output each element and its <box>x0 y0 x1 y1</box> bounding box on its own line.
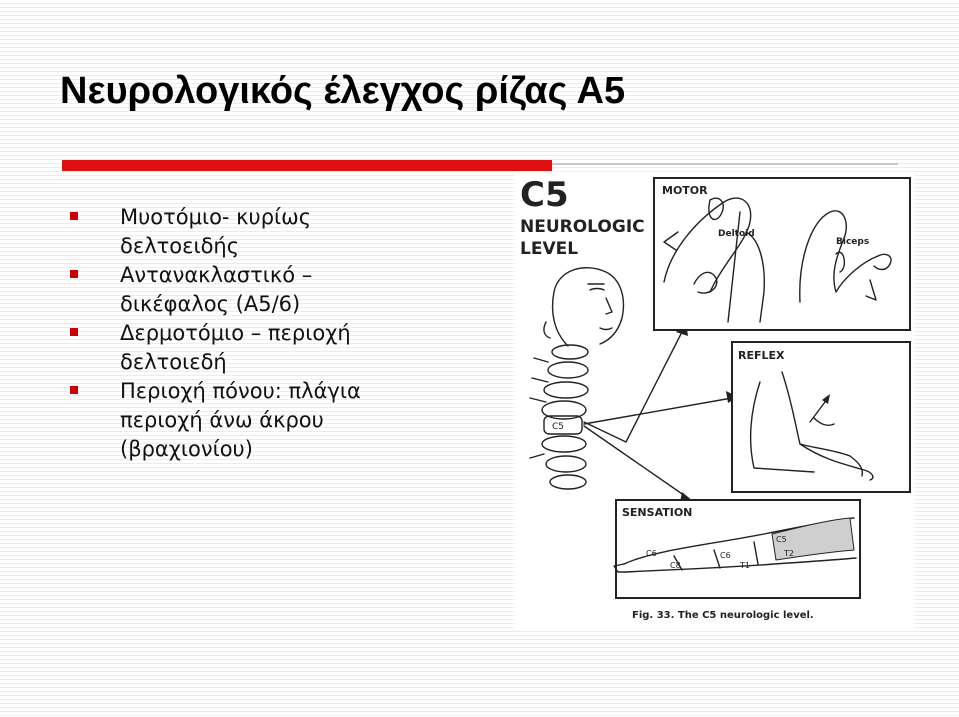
bullet-pain-area <box>68 377 488 464</box>
bullet-list <box>68 203 488 464</box>
head-spine-illustration <box>530 268 623 489</box>
figure-svg <box>514 172 914 628</box>
bullet-line: Μυοτόμιο- κυρίως <box>120 205 312 229</box>
figure-root-label: C5 <box>520 175 569 215</box>
bullet-myotome <box>68 203 488 261</box>
deltoid-label: Deltoid <box>718 229 755 239</box>
square-bullet-icon <box>70 212 78 220</box>
figure-heading-line2: LEVEL <box>520 239 579 259</box>
biceps-label: Biceps <box>836 237 870 247</box>
vertebra-c5-label: C5 <box>552 422 565 432</box>
bullet-line: περιοχή άνω άκρου <box>120 408 324 432</box>
dermatome-c6-label: C6 <box>646 549 657 558</box>
bullet-line: Αντανακλαστικό – <box>120 263 313 287</box>
vertebral-column <box>530 345 588 489</box>
bullet-line: Δερμοτόμιο – περιοχή <box>120 321 351 345</box>
bullet-line: Περιοχή πόνου: πλάγια <box>120 379 361 403</box>
dermatome-c6-label: C6 <box>720 551 731 560</box>
c5-neurologic-figure <box>514 172 914 628</box>
dermatome-t1-label: T1 <box>740 561 750 570</box>
title-underline-gray <box>552 163 898 165</box>
bullet-line: (βραχιονίου) <box>120 437 253 461</box>
dermatome-c8-label: C8 <box>670 561 681 570</box>
reflex-panel <box>732 342 910 492</box>
title-underline-red <box>62 160 552 171</box>
figure-heading-line1: NEUROLOGIC <box>520 217 645 237</box>
motor-label: MOTOR <box>662 184 708 197</box>
bullet-line: δικέφαλος (Α5/6) <box>120 292 301 316</box>
bullet-line: δελτοειδής <box>120 234 240 258</box>
square-bullet-icon <box>70 386 78 394</box>
slide-title: Νευρολογικός έλεγχος ρίζας Α5 <box>60 70 626 112</box>
bullet-line: δελτοιεδή <box>120 350 227 374</box>
dermatome-c5-label: C5 <box>776 535 787 544</box>
nerve-arrows <box>584 322 738 502</box>
figure-caption: Fig. 33. The C5 neurologic level. <box>632 610 814 621</box>
sensation-panel <box>614 500 860 598</box>
bullet-reflex <box>68 261 488 319</box>
square-bullet-icon <box>70 328 78 336</box>
sensation-label: SENSATION <box>622 506 693 519</box>
motor-panel <box>654 178 910 330</box>
reflex-label: REFLEX <box>738 349 785 362</box>
dermatome-t2-label: T2 <box>784 549 794 558</box>
square-bullet-icon <box>70 270 78 278</box>
bullet-dermatome <box>68 319 488 377</box>
